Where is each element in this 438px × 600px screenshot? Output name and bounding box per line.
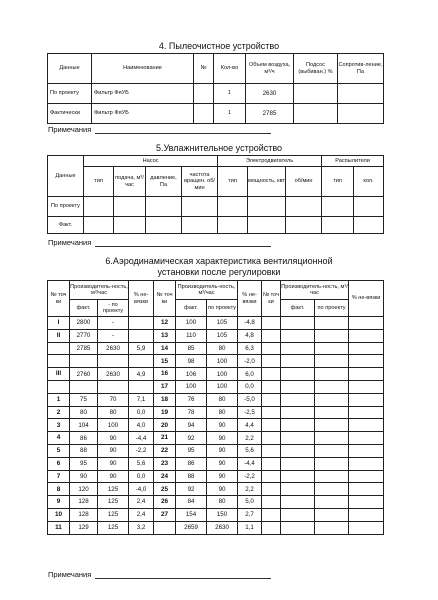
fact-value: 76 bbox=[176, 393, 207, 406]
th-pump: Насос bbox=[84, 156, 218, 167]
fact-value: 85 bbox=[176, 342, 207, 355]
project-value: 100 bbox=[207, 380, 238, 393]
point-number: 26 bbox=[154, 496, 176, 509]
cell: 1 bbox=[214, 84, 246, 104]
th-count: кол. bbox=[354, 167, 384, 197]
empty-cell bbox=[262, 342, 281, 355]
project-value: 100 bbox=[207, 368, 238, 381]
empty-cell bbox=[262, 329, 281, 342]
empty-cell bbox=[349, 508, 384, 521]
empty-cell bbox=[281, 342, 315, 355]
project-value: 125 bbox=[98, 496, 129, 509]
th-rpm: частота вращен. об/мин bbox=[182, 167, 218, 197]
point-number: 10 bbox=[48, 508, 70, 521]
th-pct: % не-вязки bbox=[129, 281, 154, 317]
mismatch-pct: 5,6 bbox=[238, 444, 262, 457]
point-number: III bbox=[48, 368, 70, 381]
th-type: тип bbox=[84, 167, 114, 197]
mismatch-pct: 4,9 bbox=[129, 368, 154, 381]
point-number: 13 bbox=[154, 329, 176, 342]
empty-cell bbox=[281, 521, 315, 534]
fact-value: 98 bbox=[176, 355, 207, 368]
empty-cell bbox=[315, 317, 349, 330]
th-suction: Подсос (выбиван.) % bbox=[294, 54, 338, 84]
empty-cell bbox=[315, 419, 349, 432]
fact-value: 120 bbox=[70, 483, 98, 496]
point-number: 23 bbox=[154, 457, 176, 470]
table-row bbox=[48, 317, 384, 330]
table-row bbox=[48, 419, 384, 432]
mismatch-pct: 2,7 bbox=[238, 508, 262, 521]
mismatch-pct: 6,0 bbox=[238, 368, 262, 381]
mismatch-pct: -2,2 bbox=[129, 444, 154, 457]
fact-value: 154 bbox=[176, 508, 207, 521]
project-value: - bbox=[98, 317, 129, 330]
project-value: 105 bbox=[207, 329, 238, 342]
point-number: 7 bbox=[48, 470, 70, 483]
table-row bbox=[48, 444, 384, 457]
project-value: 125 bbox=[98, 508, 129, 521]
sec6-title-line2: установки после регулировки bbox=[157, 267, 281, 277]
empty-cell bbox=[349, 342, 384, 355]
empty-cell bbox=[349, 432, 384, 445]
empty-cell bbox=[262, 483, 281, 496]
fact-value: 88 bbox=[70, 444, 98, 457]
sec6-notes bbox=[48, 570, 271, 579]
point-number: 18 bbox=[154, 393, 176, 406]
project-value: 80 bbox=[207, 406, 238, 419]
th-type: тип bbox=[218, 167, 248, 197]
th-point: № точ ки bbox=[48, 281, 70, 317]
fact-value: 94 bbox=[176, 419, 207, 432]
point-number: 4 bbox=[48, 432, 70, 445]
mismatch-pct: -2,2 bbox=[238, 470, 262, 483]
empty-cell bbox=[281, 406, 315, 419]
table-row bbox=[48, 217, 384, 234]
mismatch-pct bbox=[129, 355, 154, 368]
table-row bbox=[48, 368, 384, 381]
row-label: Факт. bbox=[48, 217, 84, 234]
fact-value: 2770 bbox=[70, 329, 98, 342]
table-row bbox=[48, 84, 384, 104]
empty-cell bbox=[281, 483, 315, 496]
table-row bbox=[48, 483, 384, 496]
table-row bbox=[48, 432, 384, 445]
empty-cell bbox=[349, 317, 384, 330]
cell bbox=[338, 84, 384, 104]
table-row bbox=[48, 406, 384, 419]
th-proj: - по проекту bbox=[98, 300, 129, 317]
table-row bbox=[48, 521, 384, 534]
th-flow: подача, м³/час bbox=[114, 167, 146, 197]
project-value: 90 bbox=[98, 444, 129, 457]
mismatch-pct: -4,0 bbox=[129, 483, 154, 496]
empty-cell bbox=[281, 496, 315, 509]
empty-cell bbox=[349, 393, 384, 406]
table-row bbox=[48, 355, 384, 368]
point-number: 27 bbox=[154, 508, 176, 521]
empty-cell bbox=[349, 521, 384, 534]
empty-cell bbox=[281, 444, 315, 457]
point-number: 12 bbox=[154, 317, 176, 330]
point-number: 5 bbox=[48, 444, 70, 457]
cell: Фактически bbox=[48, 104, 92, 124]
project-value: 90 bbox=[98, 457, 129, 470]
empty-cell bbox=[281, 457, 315, 470]
fact-value: 128 bbox=[70, 508, 98, 521]
project-value: 125 bbox=[98, 483, 129, 496]
mismatch-pct: -2,5 bbox=[238, 406, 262, 419]
point-number: 15 bbox=[154, 355, 176, 368]
table-row bbox=[48, 380, 384, 393]
th-proj: по проекту bbox=[207, 300, 238, 317]
empty-cell bbox=[349, 380, 384, 393]
row-label: По проекту bbox=[48, 197, 84, 217]
empty-cell bbox=[315, 470, 349, 483]
fact-value: 88 bbox=[176, 470, 207, 483]
table-row bbox=[48, 342, 384, 355]
fact-value: 104 bbox=[70, 419, 98, 432]
th-perf: Производитель-ность, м³/час bbox=[281, 281, 349, 300]
empty-cell bbox=[262, 368, 281, 381]
table-row bbox=[48, 393, 384, 406]
fact-value: 128 bbox=[70, 496, 98, 509]
mismatch-pct: 2,2 bbox=[238, 432, 262, 445]
project-value: 2630 bbox=[98, 342, 129, 355]
th-pct: % не-вязки bbox=[238, 281, 262, 317]
mismatch-pct bbox=[129, 329, 154, 342]
empty-cell bbox=[349, 457, 384, 470]
empty-cell bbox=[281, 470, 315, 483]
empty-cell bbox=[262, 406, 281, 419]
table-row bbox=[48, 470, 384, 483]
dust-collector-table bbox=[47, 53, 384, 124]
project-value bbox=[98, 355, 129, 368]
mismatch-pct bbox=[129, 317, 154, 330]
cell bbox=[338, 104, 384, 124]
empty-cell bbox=[315, 432, 349, 445]
project-value: 90 bbox=[207, 457, 238, 470]
empty-cell bbox=[281, 419, 315, 432]
empty-cell bbox=[315, 508, 349, 521]
point-number: 25 bbox=[154, 483, 176, 496]
th-proj: по проекту bbox=[315, 300, 349, 317]
cell: Фильтр ФяУБ bbox=[92, 104, 194, 124]
mismatch-pct: -4,8 bbox=[238, 317, 262, 330]
empty-cell bbox=[315, 393, 349, 406]
project-value: - bbox=[98, 329, 129, 342]
empty-cell bbox=[349, 355, 384, 368]
project-value: 80 bbox=[207, 496, 238, 509]
fact-value: 78 bbox=[176, 406, 207, 419]
empty-cell bbox=[315, 368, 349, 381]
point-number: 11 bbox=[48, 521, 70, 534]
empty-cell bbox=[315, 496, 349, 509]
mismatch-pct: 5,6 bbox=[129, 457, 154, 470]
sec4-notes bbox=[48, 125, 271, 134]
mismatch-pct: 2,4 bbox=[129, 508, 154, 521]
mismatch-pct: 5,9 bbox=[129, 342, 154, 355]
fact-value: 92 bbox=[176, 432, 207, 445]
sec4-title: 4. Пылеочистное устройство bbox=[158, 41, 280, 51]
fact-value: 86 bbox=[70, 432, 98, 445]
empty-cell bbox=[315, 342, 349, 355]
point-number: 8 bbox=[48, 483, 70, 496]
empty-cell bbox=[262, 393, 281, 406]
sec5-notes bbox=[48, 238, 271, 247]
empty-cell bbox=[262, 419, 281, 432]
mismatch-pct: -5,0 bbox=[238, 393, 262, 406]
fact-value bbox=[70, 355, 98, 368]
mismatch-pct: 0,0 bbox=[238, 380, 262, 393]
th-power: мощность, квт bbox=[248, 167, 286, 197]
project-value: 90 bbox=[207, 483, 238, 496]
fact-value: 95 bbox=[70, 457, 98, 470]
th-name: Наименование bbox=[92, 54, 194, 84]
point-number: I bbox=[48, 317, 70, 330]
th-fact: факт. bbox=[176, 300, 207, 317]
table-row bbox=[48, 104, 384, 124]
fact-value bbox=[70, 380, 98, 393]
notes-label: Примечания bbox=[48, 125, 92, 134]
th-point: № точ ки bbox=[154, 281, 176, 317]
mismatch-pct: 2,2 bbox=[238, 483, 262, 496]
point-number: 17 bbox=[154, 380, 176, 393]
th-resistance: Сопротив-ление, Па bbox=[338, 54, 384, 84]
project-value: 2630 bbox=[98, 368, 129, 381]
notes-label: Примечания bbox=[48, 238, 92, 247]
point-number: 1 bbox=[48, 393, 70, 406]
empty-cell bbox=[262, 355, 281, 368]
empty-cell bbox=[315, 380, 349, 393]
empty-cell bbox=[281, 355, 315, 368]
fact-value: 75 bbox=[70, 393, 98, 406]
th-motor: Электродвигатель bbox=[218, 156, 322, 167]
sec6-title-line1: 6.Аэродинамическая характеристика вентиляционной bbox=[105, 256, 333, 266]
empty-cell bbox=[349, 419, 384, 432]
empty-cell bbox=[262, 508, 281, 521]
empty-cell bbox=[262, 444, 281, 457]
notes-label: Примечания bbox=[48, 570, 92, 579]
empty-cell bbox=[281, 393, 315, 406]
table-row bbox=[48, 496, 384, 509]
cell bbox=[194, 104, 214, 124]
th-number: № bbox=[194, 54, 214, 84]
point-number: II bbox=[48, 329, 70, 342]
fact-value: 2800 bbox=[70, 317, 98, 330]
empty-cell bbox=[262, 380, 281, 393]
th-fact: факт. bbox=[281, 300, 315, 317]
empty-cell bbox=[281, 432, 315, 445]
fact-value: 92 bbox=[176, 483, 207, 496]
mismatch-pct: -4,4 bbox=[129, 432, 154, 445]
point-number: 19 bbox=[154, 406, 176, 419]
empty-cell bbox=[315, 444, 349, 457]
th-qty: Кол-во bbox=[214, 54, 246, 84]
notes-line bbox=[95, 239, 271, 247]
mismatch-pct: 3,2 bbox=[129, 521, 154, 534]
point-number: 22 bbox=[154, 444, 176, 457]
sec5-title: 5.Увлажнительное устройство bbox=[155, 143, 283, 153]
empty-cell bbox=[315, 457, 349, 470]
table-row bbox=[48, 508, 384, 521]
th-rpm: об/мин bbox=[286, 167, 322, 197]
table-row bbox=[48, 329, 384, 342]
project-value bbox=[98, 380, 129, 393]
point-number: 14 bbox=[154, 342, 176, 355]
point-number bbox=[48, 342, 70, 355]
fact-value: 129 bbox=[70, 521, 98, 534]
mismatch-pct: 5,0 bbox=[238, 496, 262, 509]
mismatch-pct: -4,4 bbox=[238, 457, 262, 470]
project-value: 90 bbox=[98, 470, 129, 483]
th-type: тип bbox=[322, 167, 354, 197]
th-data: Данные bbox=[48, 54, 92, 84]
empty-cell bbox=[349, 444, 384, 457]
point-number: 2 bbox=[48, 406, 70, 419]
th-fact: факт. bbox=[70, 300, 98, 317]
mismatch-pct bbox=[129, 380, 154, 393]
mismatch-pct: 4,0 bbox=[129, 419, 154, 432]
empty-cell bbox=[262, 317, 281, 330]
project-value: 90 bbox=[207, 444, 238, 457]
mismatch-pct: 4,8 bbox=[238, 329, 262, 342]
fact-value: 84 bbox=[176, 496, 207, 509]
empty-cell bbox=[262, 521, 281, 534]
project-value: 90 bbox=[207, 419, 238, 432]
cell: 2785 bbox=[246, 104, 294, 124]
project-value: 105 bbox=[207, 317, 238, 330]
project-value: 2630 bbox=[207, 521, 238, 534]
project-value: 90 bbox=[207, 470, 238, 483]
humidifier-table bbox=[47, 155, 384, 234]
empty-cell bbox=[262, 457, 281, 470]
empty-cell bbox=[262, 470, 281, 483]
point-number bbox=[48, 355, 70, 368]
project-value: 80 bbox=[207, 393, 238, 406]
notes-line bbox=[95, 571, 271, 579]
empty-cell bbox=[349, 406, 384, 419]
project-value: 100 bbox=[98, 419, 129, 432]
notes-line bbox=[95, 126, 271, 134]
cell: 2630 bbox=[246, 84, 294, 104]
th-perf: Производитель-ность, м³/час bbox=[176, 281, 238, 300]
table-row bbox=[48, 197, 384, 217]
point-number: 16 bbox=[154, 368, 176, 381]
empty-cell bbox=[262, 432, 281, 445]
table-row bbox=[48, 457, 384, 470]
th-point: № точ ки bbox=[262, 281, 281, 317]
mismatch-pct: 7,1 bbox=[129, 393, 154, 406]
empty-cell bbox=[349, 329, 384, 342]
cell bbox=[194, 84, 214, 104]
cell: Фильтр ФяУБ bbox=[92, 84, 194, 104]
point-number: 20 bbox=[154, 419, 176, 432]
empty-cell bbox=[281, 368, 315, 381]
empty-cell bbox=[315, 406, 349, 419]
mismatch-pct: 0,0 bbox=[129, 470, 154, 483]
th-pressure: давление, Па bbox=[146, 167, 182, 197]
cell bbox=[294, 104, 338, 124]
point-number: 6 bbox=[48, 457, 70, 470]
cell: 1 bbox=[214, 104, 246, 124]
empty-cell bbox=[349, 483, 384, 496]
th-data: Данные bbox=[48, 156, 84, 197]
cell: По проекту bbox=[48, 84, 92, 104]
empty-cell bbox=[349, 368, 384, 381]
project-value: 150 bbox=[207, 508, 238, 521]
mismatch-pct: 1,1 bbox=[238, 521, 262, 534]
fact-value: 100 bbox=[176, 380, 207, 393]
fact-value: 2760 bbox=[70, 368, 98, 381]
project-value: 90 bbox=[98, 432, 129, 445]
mismatch-pct: -2,0 bbox=[238, 355, 262, 368]
empty-cell bbox=[349, 470, 384, 483]
point-number: 24 bbox=[154, 470, 176, 483]
fact-value: 106 bbox=[176, 368, 207, 381]
fact-value: 2659 bbox=[176, 521, 207, 534]
project-value: 80 bbox=[207, 342, 238, 355]
th-perf: Производитель-ность, м³/час bbox=[70, 281, 129, 300]
empty-cell bbox=[281, 380, 315, 393]
mismatch-pct: 2,4 bbox=[129, 496, 154, 509]
fact-value: 86 bbox=[176, 457, 207, 470]
mismatch-pct: 6,3 bbox=[238, 342, 262, 355]
empty-cell bbox=[281, 508, 315, 521]
fact-value: 80 bbox=[70, 406, 98, 419]
empty-cell bbox=[315, 355, 349, 368]
project-value: 125 bbox=[98, 521, 129, 534]
project-value: 100 bbox=[207, 355, 238, 368]
aero-table bbox=[47, 280, 384, 535]
fact-value: 100 bbox=[176, 317, 207, 330]
project-value: 90 bbox=[207, 432, 238, 445]
fact-value: 95 bbox=[176, 444, 207, 457]
empty-cell bbox=[315, 521, 349, 534]
empty-cell bbox=[315, 329, 349, 342]
fact-value: 90 bbox=[70, 470, 98, 483]
fact-value: 2785 bbox=[70, 342, 98, 355]
point-number: 3 bbox=[48, 419, 70, 432]
point-number: 9 bbox=[48, 496, 70, 509]
empty-cell bbox=[262, 496, 281, 509]
th-pct: % не-вязки bbox=[349, 281, 384, 317]
th-sprayers: Распылители bbox=[322, 156, 384, 167]
empty-cell bbox=[281, 317, 315, 330]
empty-cell bbox=[281, 329, 315, 342]
point-number bbox=[48, 380, 70, 393]
project-value: 80 bbox=[98, 406, 129, 419]
mismatch-pct: 0,0 bbox=[129, 406, 154, 419]
point-number: 21 bbox=[154, 432, 176, 445]
point-number bbox=[154, 521, 176, 534]
project-value: 70 bbox=[98, 393, 129, 406]
empty-cell bbox=[315, 483, 349, 496]
mismatch-pct: 4,4 bbox=[238, 419, 262, 432]
cell bbox=[294, 84, 338, 104]
empty-cell bbox=[349, 496, 384, 509]
fact-value: 110 bbox=[176, 329, 207, 342]
th-air-volume: Объем воздуха, м³/ч bbox=[246, 54, 294, 84]
